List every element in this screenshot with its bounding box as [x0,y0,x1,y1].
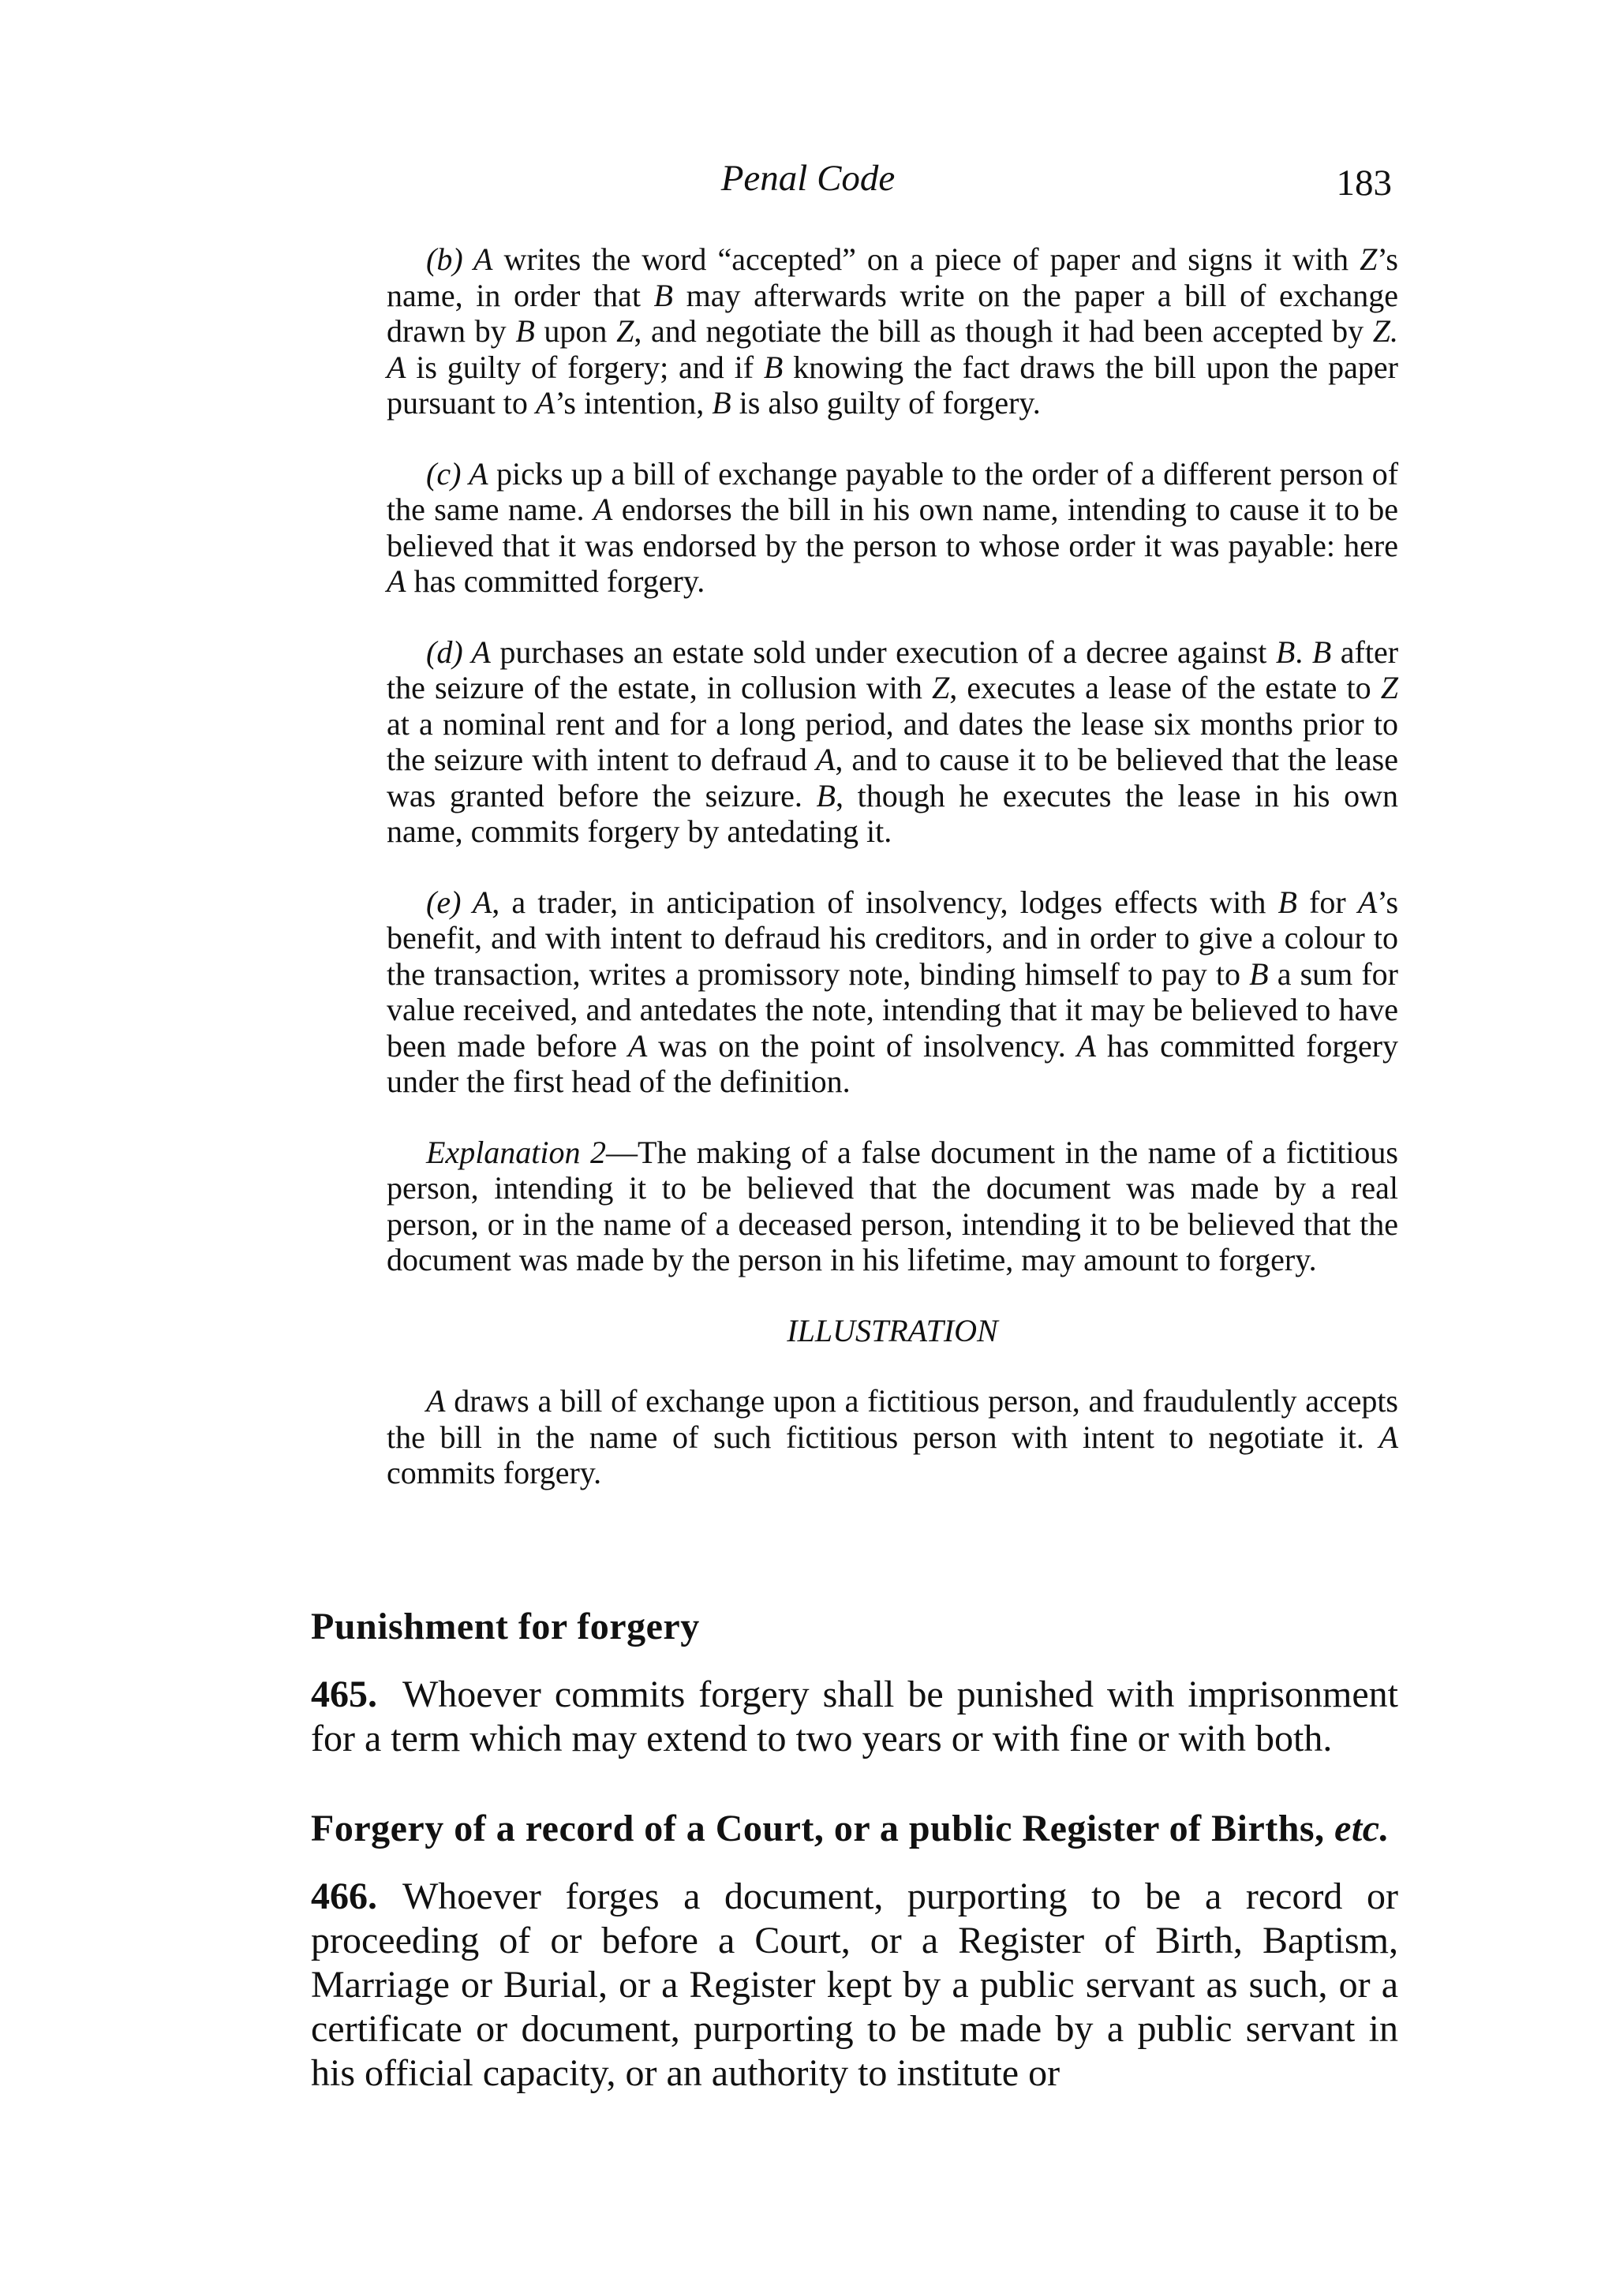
running-header [0,155,1616,210]
section-text: Whoever commits forgery shall be punished with imprisonment for a term which may extend to two years or with fine or with both. [311,1673,1398,1759]
italic-term: A [473,241,493,277]
illustration-e: (e) A, a trader, in anticipation of insolvency, lodges effects with B for A’s benefit, and with intent to defraud his creditors, and in order to give a colour to the transaction, writes a promissory note, binding himself to pay to B a sum for value received, and antedates the note, intending that it may be believed to have been made before A was on the point of insolvency. A has committed forgery under the first head of the definition. [387,884,1399,1099]
italic-term: B [1277,884,1297,920]
illustration-example: A draws a bill of exchange upon a fictitious person, and fraudulently accepts the bill in the name of such fictitious person with intent to negotiate it. A commits forgery. [387,1383,1398,1490]
italic-term: Z [932,670,950,705]
section-number: 466. [311,1875,377,1917]
italic-term: Z [1360,241,1378,277]
italic-term: A [627,1027,648,1064]
section-text: Whoever forges a document, purporting to be a record or proceeding of or before a Court, or a Register of Birth, Baptism, Marriage or Burial, or a Register kept by a public servant as such, or a certificate or document, purporting to be made by a public servant in his official capacity, or an authority to institute or [311,1875,1398,2094]
italic-term: B [816,777,836,813]
italic-term: A [593,492,613,527]
illustration-heading: ILLUSTRATION [787,1312,998,1348]
section-body [311,1673,1398,1761]
section-heading [311,1605,1398,1649]
illustrations-block [387,241,1398,1491]
italic-term: A [815,742,836,777]
italic-term: B [515,313,535,349]
illustration-label: (b) [426,241,473,277]
explanation-2 [387,1135,1398,1278]
illustration-label: (e) [426,884,473,920]
italic-term: Z. A [387,313,1398,385]
illustration-d: (d) A purchases an estate sold under execution of a decree against B. B after the seizure of the estate, in collusion with Z, executes a lease of the estate to Z at a nominal rent and for a long period, and dates the lease six months prior to the seizure with intent to defraud A, and to cause it to be believed that the lease was granted before the seizure. B, though he executes the lease in his own name, commits forgery by antedating it. [387,634,1399,849]
page-number: 183 [1336,163,1392,204]
italic-term: Z [1380,670,1398,705]
section-heading [311,1807,1398,1851]
section-number: 465. [311,1673,377,1715]
italic-term: A [472,884,492,920]
italic-term: A [387,563,406,599]
italic-term: A [1378,1419,1398,1455]
italic-term: B [712,385,731,421]
italic-term: Z [616,313,634,349]
explanation-label: Explanation 2 [426,1134,607,1170]
italic-term: A [469,455,488,492]
section-heading-text: Forgery of a record of a Court, or a public Register of Births, [311,1808,1335,1849]
italic-term: A [426,1383,446,1419]
italic-term: A [471,634,491,670]
explanation-text: —The making of a false document in the name of a fictitious person, intending it to be believed that the document was made by a real person, or in the name of a deceased person, intending it to be believed that the document was made by the person in his lifetime, may amount to forgery. [387,1134,1398,1277]
section-body [311,1875,1398,2096]
running-title: Penal Code [720,158,896,199]
italic-term: B [1249,955,1269,992]
italic-term: B [1311,634,1332,670]
italic-term: A [535,385,556,421]
section-465 [311,1605,1398,1761]
illustration-label: (d) [426,634,472,670]
illustration-c: (c) A picks up a bill of exchange payable to the order of a different person of the same name. A endorses the bill in his own name, intending to cause it to be believed that it was endorsed by the person to whose order it was payable: here A has committed forgery. [387,455,1399,599]
illustration-label: (c) [426,455,469,492]
italic-term: A [1357,884,1378,920]
italic-term: B [763,349,784,385]
section-heading-italic: etc. [1334,1808,1390,1849]
illustration-b: (b) A writes the word “accepted” on a piece of paper and signs it with Z’s name, in order that B may afterwards write on the paper a bill of exchange drawn by B upon Z, and negotiate the bill as though it had been accepted by Z. A is guilty of forgery; and if B knowing the fact draws the bill upon the paper pursuant to A’s intention, B is also guilty of forgery. [387,241,1399,421]
section-466 [311,1807,1398,2096]
italic-term: B [653,277,673,313]
italic-term: B [1275,634,1296,670]
italic-term: A [1076,1027,1097,1064]
section-heading-text: Punishment for forgery [311,1606,700,1647]
